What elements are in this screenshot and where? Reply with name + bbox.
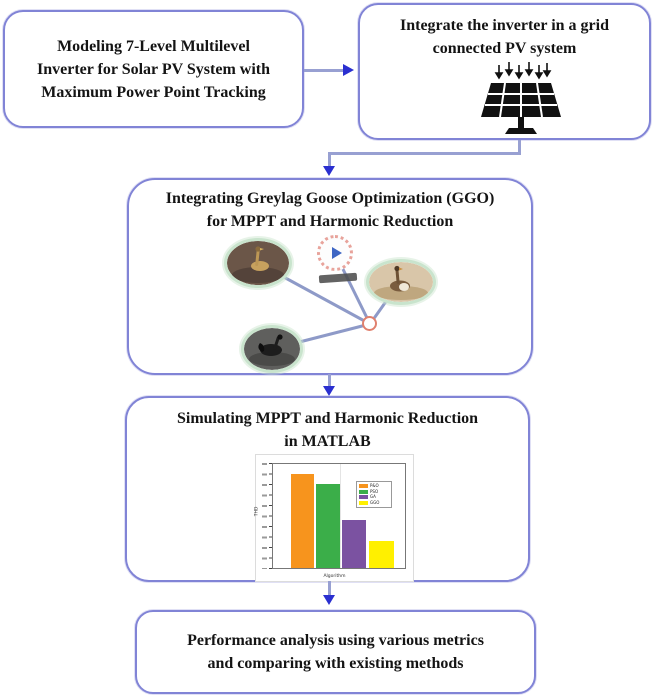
chart-y-label: THD [254, 506, 260, 517]
bar-series-2 [316, 484, 340, 568]
arrowhead-down-icon [323, 386, 335, 396]
legend-label: PSO [370, 488, 379, 494]
arrowhead-down-icon [323, 166, 335, 176]
legend-row [359, 495, 389, 499]
text-line: Modeling 7-Level Multilevel [57, 37, 250, 55]
bar-series-4 [369, 541, 394, 568]
text-line: Maximum Power Point Tracking [41, 83, 266, 101]
step-1-box [3, 10, 304, 128]
step-3-box [127, 178, 533, 375]
legend-swatch [359, 490, 368, 494]
bar-series-3 [342, 520, 366, 568]
legend-row [359, 490, 389, 494]
step-5-box [135, 610, 536, 694]
legend-label: P&O [370, 483, 379, 488]
text-line: Inverter for Solar PV System with [36, 60, 270, 78]
step-2-box [358, 3, 651, 140]
arrowhead-right-icon [343, 64, 354, 76]
solar-panel-icon [473, 57, 569, 137]
step-1-text [5, 35, 302, 104]
legend-row [359, 484, 389, 488]
goose-photo-2 [366, 259, 436, 305]
text-line: for MPPT and Harmonic Reduction [206, 213, 454, 230]
text-line: in MATLAB [284, 433, 371, 450]
text-line: Integrate the inverter in a grid [400, 17, 609, 34]
goose-photo-3 [241, 325, 303, 373]
connector-1-2 [304, 69, 345, 72]
play-icon[interactable] [317, 235, 353, 271]
text-line: Simulating MPPT and Harmonic Reduction [176, 410, 479, 427]
node-circle-icon [362, 316, 377, 331]
step-2-text [360, 5, 649, 60]
legend-swatch [359, 495, 368, 499]
text-line: connected PV system [432, 40, 577, 57]
legend-swatch [359, 484, 368, 488]
legend-swatch [359, 501, 368, 505]
step-4-box [125, 396, 530, 582]
y-tick-labels [262, 463, 267, 569]
play-triangle-icon [332, 247, 342, 259]
gridline [340, 464, 341, 568]
legend-label: GA [370, 494, 376, 499]
text-line: Integrating Greylag Goose Optimization (GGO) [165, 190, 495, 207]
legend-row [359, 501, 389, 505]
text-line: and comparing with existing methods [207, 655, 464, 672]
chart-legend [356, 481, 392, 508]
chart-plot-area [272, 463, 406, 569]
chart-x-label: Algorithm [323, 574, 346, 579]
step-4-text [127, 398, 528, 453]
arrowhead-down-icon [323, 595, 335, 605]
connector-2-3-h [328, 152, 521, 155]
goose-photo-1 [224, 238, 292, 288]
bar-series-1 [291, 474, 314, 568]
text-line: Performance analysis using various metrics [187, 632, 484, 649]
connector-2-3-v2 [328, 152, 331, 167]
legend-label: GGO [370, 499, 380, 505]
step-5-text [137, 629, 534, 675]
matlab-bar-chart [255, 454, 414, 582]
